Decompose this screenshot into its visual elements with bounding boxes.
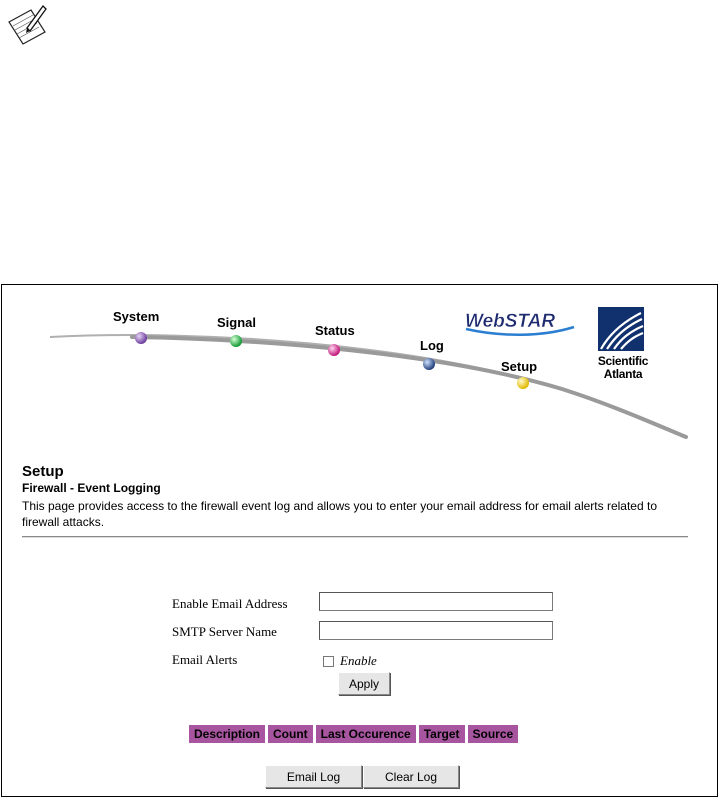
column-header: Description (189, 725, 265, 743)
enable-checkbox[interactable] (323, 656, 334, 667)
page-description: This page provides access to the firewall event log and allows you to enter your email address for email alerts related to firewall attacks. (22, 499, 657, 529)
smtp-server-label: SMTP Server Name (172, 624, 277, 639)
apply-button[interactable]: Apply (338, 672, 390, 695)
nav-system-icon[interactable] (135, 332, 147, 344)
divider (22, 536, 688, 538)
column-header: Target (419, 725, 465, 743)
email-alerts-toggle[interactable] (323, 653, 377, 669)
column-header: Source (468, 725, 519, 743)
email-address-input[interactable] (319, 592, 553, 611)
nav-status-link[interactable]: Status (315, 323, 355, 338)
nav-log-link[interactable]: Log (420, 338, 444, 353)
page-header (22, 463, 692, 530)
router-config-panel (1, 284, 718, 797)
nav-signal-link[interactable]: Signal (217, 315, 257, 330)
smtp-server-input[interactable] (319, 621, 553, 640)
page-subtitle: Firewall - Event Logging (22, 481, 161, 495)
column-header: Count (268, 725, 313, 743)
nav-status-icon[interactable] (328, 344, 340, 356)
company-name (588, 355, 658, 381)
event-log-table-header (189, 725, 521, 743)
email-alerts-label: Email Alerts (172, 652, 238, 667)
nav-system-link[interactable]: System (113, 309, 160, 324)
nav-setup-icon[interactable] (517, 377, 529, 389)
email-log-button[interactable]: Email Log (265, 765, 362, 788)
column-header: Last Occurence (316, 725, 416, 743)
company-name-line2: Atlanta (603, 367, 643, 381)
page-title: Setup (22, 463, 64, 480)
note-icon (5, 2, 49, 46)
webstar-text: WebSTAR (465, 311, 556, 332)
email-address-label: Enable Email Address (172, 596, 288, 611)
nav-signal-icon[interactable] (230, 335, 242, 347)
company-name-line1: Scientific (597, 354, 649, 368)
webstar-logo (462, 307, 577, 337)
clear-log-button[interactable]: Clear Log (363, 765, 459, 788)
nav-setup-link[interactable]: Setup (501, 359, 538, 374)
nav-log-icon[interactable] (423, 358, 435, 370)
enable-checkbox-label: Enable (340, 653, 377, 668)
